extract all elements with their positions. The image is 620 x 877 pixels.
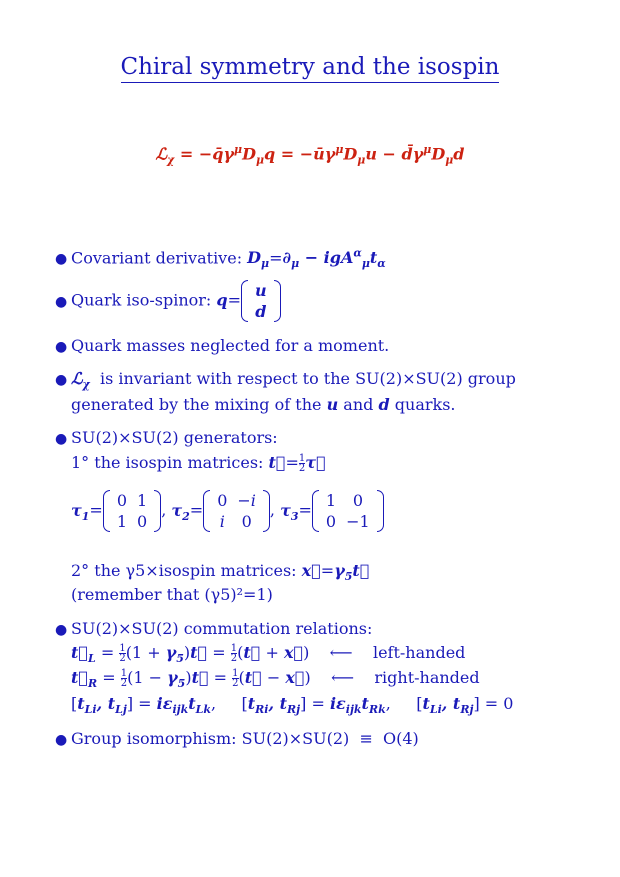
lagrangian-equation: ℒ$_\chi$ = $-q̄\gamma^\mu D_\mu q$ = $-ū\gamma^\mu D_\mu u$ − $d̄\gamma^\mu D_\mu d$ (155, 143, 465, 167)
remember-line: (remember that (γ5)²=1) (71, 585, 273, 604)
bullet-icon: ● (55, 372, 68, 388)
spinor-matrix: u d (241, 280, 281, 322)
bullet-isomorphism: ● Group isomorphism: SU(2)×SU(2) ≡ O(4) (55, 729, 419, 748)
bullet-icon: ● (55, 251, 68, 268)
bullet-covariant: ● Covariant derivative: $D_\mu=\partial_\mu - igA^\alpha_\mu t_\alpha$ (55, 247, 386, 271)
bullet-icon: ● (55, 622, 68, 638)
isospin-matrices-line: 1° the isospin matrices: t⃗= $\frac{1}{2}$ τ⃗ (71, 453, 326, 474)
bullet-icon: ● (55, 339, 68, 355)
bullet-masses: ● Quark masses neglected for a moment. (55, 336, 390, 355)
bullet-spinor: ● Quark iso-spinor: q= u d (55, 280, 281, 322)
pauli-matrices: $\tau_1=$ 0 1 1 0 , $\tau_2=$ 0 −i i 0 , $\tau_3=$ 1 0 0 −1 (71, 490, 384, 532)
right-handed-line: $t⃗_R$ = $\frac{1}{2}$ $(1 - \gamma_5)t⃗$ = $\frac{1}{2}$ (t⃗ − x⃗) ⟵ right-handed (71, 668, 480, 691)
gamma5-line: 2° the γ5×isospin matrices: $x⃗=\gamma_5t⃗$ (71, 561, 370, 584)
bullet-icon: ● (55, 732, 68, 748)
slide-title: Chiral symmetry and the isospin (0, 54, 620, 80)
bullet-icon: ● (55, 431, 68, 447)
commutators-line: [$t_{Li}$, $t_{Lj}] = i\varepsilon_{ijk}t_{Lk}$, [$t_{Ri}$, $t_{Rj}] = i\varepsilon_{ijk}t_{Rk}$, [$t_{Li}$, $t_{Rj}] = 0$ (71, 694, 514, 717)
bullet-invariant: ● ℒ$_\chi$ is invariant with respect to the SU(2)×SU(2) group (55, 369, 516, 392)
left-handed-line: $t⃗_L$ = $\frac{1}{2}$ $(1 + \gamma_5)t⃗$ = $\frac{1}{2}$ (t⃗ + x⃗) ⟵ left-handed (71, 643, 466, 666)
bullet-invariant-cont: generated by the mixing of the u and d quarks. (71, 395, 456, 414)
bullet-generators: ● SU(2)×SU(2) generators: (55, 428, 278, 447)
bullet-icon: ● (55, 293, 68, 310)
bullet-commutation: ● SU(2)×SU(2) commutation relations: (55, 619, 373, 638)
